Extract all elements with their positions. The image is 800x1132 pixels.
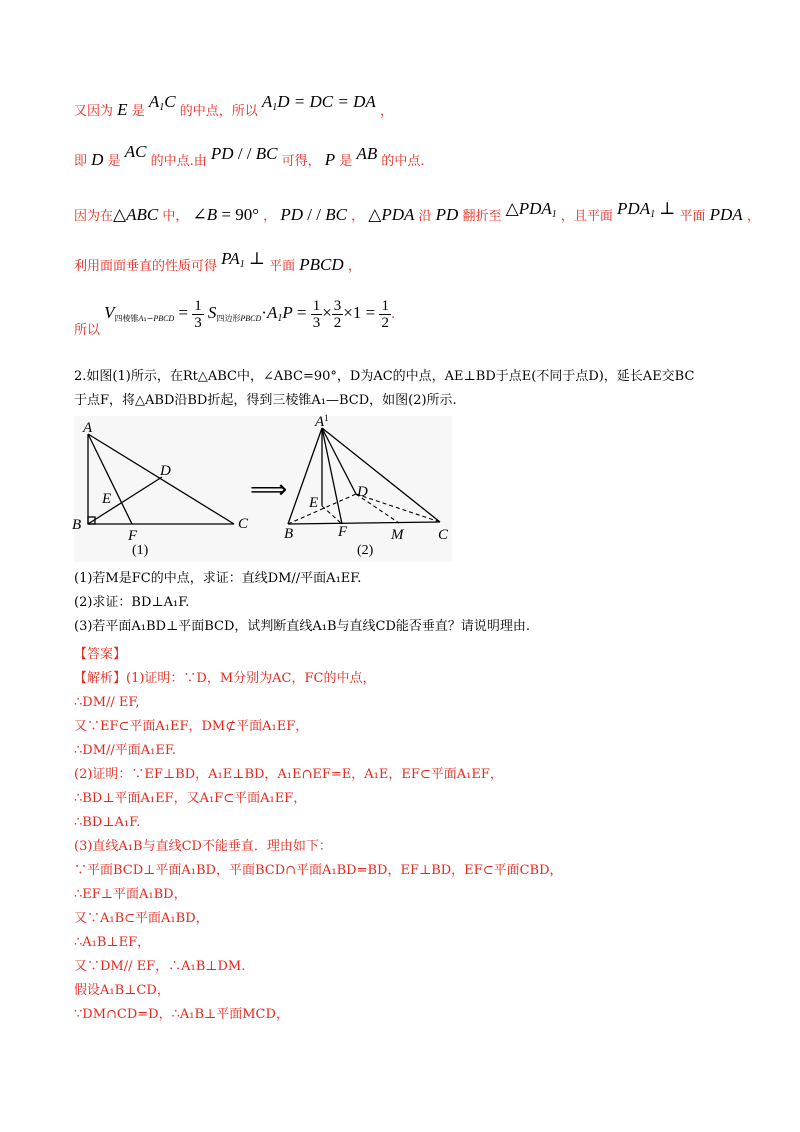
text: 平面: [269, 259, 296, 274]
text: 的中点.由: [150, 154, 207, 169]
caption-1: (1): [132, 543, 149, 558]
answer-line: (2)证明：∵EF⊥BD，A₁E⊥BD，A₁E∩EF=E，A₁E，EF⊂平面A₁EF，: [74, 767, 503, 782]
answer-line: ∵平面BCD⊥平面A₁BD，平面BCD∩平面A₁BD=BD，EF⊥BD，EF⊂平面CBD，: [74, 863, 563, 878]
question-part-2: (2)求证：BD⊥A₁F.: [74, 595, 190, 610]
label-a: A: [83, 420, 93, 436]
problem-line-2: 于点F，将△ABD沿BD折起，得到三棱锥A₁—BCD，如图(2)所示.: [74, 393, 457, 408]
solution-line-2: 即 D 是 AC 的中点.由 PD / / BC 可得， P 是 AB 的中点.: [74, 142, 425, 169]
text: 因为在: [74, 209, 114, 224]
answer-line: 【解析】(1)证明：∵D，M分别为AC，FC的中点，: [74, 671, 376, 686]
text: 利用面面垂直的性质可得: [74, 259, 218, 274]
answer-line: ∵DM∩CD=D，∴A₁B⊥平面MCD，: [74, 1007, 289, 1022]
answer-line: (3)直线A₁B与直线CD不能垂直．理由如下：: [74, 839, 332, 854]
arrow: ⟹: [250, 475, 288, 505]
answer-line: ∴EF⊥平面A₁BD，: [74, 887, 187, 902]
geometry-figure: [72, 413, 452, 562]
solution-line-1: 又因为 E 是 $A_1C$ 的中点，所以 $A_1D$ = DC = DA ，: [74, 92, 393, 119]
text: 沿: [418, 209, 432, 224]
figure-1-lines: [88, 434, 234, 524]
solution-line-3: 因为在△ABC 中， ∠B = 90° ， PD / / BC ， △PDA 沿 PD 翻折至 $\triangle PDA_1$ ，且平面 $PDA_1$ ⊥ 平面 PDA ，: [74, 199, 760, 224]
text: ，: [263, 209, 277, 224]
answer-line: 假设A₁B⊥CD，: [74, 983, 170, 998]
text: 是: [107, 154, 121, 169]
text: 是: [339, 154, 353, 169]
text: 平面: [679, 209, 706, 224]
label-b2: B: [284, 526, 294, 542]
figure-svg: [72, 413, 452, 562]
label-a1: $A^1$: [315, 413, 329, 430]
answer-heading: 【答案】: [74, 647, 127, 662]
answer-line: 又∵A₁B⊂平面A₁BD，: [74, 911, 209, 926]
label-c: C: [238, 516, 249, 532]
answer-line: ∴BD⊥平面A₁EF，又A₁F⊂平面A₁EF，: [74, 791, 307, 806]
text: 中，: [162, 209, 189, 224]
answer-line: ∴A₁B⊥EF，: [74, 935, 151, 950]
answer-line: 又∵DM// EF，∴A₁B⊥DM.: [74, 959, 246, 974]
label-m2: M: [391, 527, 404, 543]
label-b: B: [72, 517, 82, 533]
problem-line-1: 2.如图(1)所示，在Rt△ABC中，∠ABC=90°，D为AC的中点，AE⊥BD于点E(不同于点D)，延长AE交BC: [74, 369, 695, 384]
text: ，: [351, 209, 365, 224]
label-f: F: [128, 528, 138, 544]
solution-line-4: 利用面面垂直的性质可得 $PA_1$ ⊥ 平面 PBCD ，: [74, 249, 361, 274]
answer-line: 又∵EF⊂平面A₁EF，DM⊄平面A₁EF，: [74, 719, 309, 734]
answer-line: ∴DM// EF,: [74, 695, 140, 710]
text: ，: [347, 259, 361, 274]
label-c2: C: [438, 527, 449, 543]
caption-2: (2): [357, 543, 374, 558]
answer-line: ∴DM//平面A₁EF.: [74, 743, 176, 758]
label-f2: F: [338, 524, 348, 540]
label-e2: E: [309, 495, 319, 511]
text: 的中点，所以: [179, 104, 258, 119]
text: 所以: [74, 323, 101, 338]
text: ，: [379, 104, 393, 119]
solution-line-5: 所以 $V_{四棱锥A_1-PBCD}$ = $\frac{1}{3}$ $S_{四边形PBCD}\cdot A_1P$ = $\frac{1}{3}$ × $\frac{3}{2}$ ×1 = $\frac{1}{2}$ .: [74, 298, 396, 338]
text: 可得，: [281, 154, 321, 169]
label-d: D: [160, 463, 171, 479]
question-part-1: (1)若M是FC的中点，求证：直线DM//平面A₁EF.: [74, 571, 362, 586]
label-e: E: [102, 491, 112, 507]
question-part-3: (3)若平面A₁BD⊥平面BCD，试判断直线A₁B与直线CD能否垂直？请说明理由.: [74, 619, 531, 634]
text: 四棱锥: [114, 314, 139, 323]
text: 四边形: [216, 314, 241, 323]
text: 的中点.: [381, 154, 425, 169]
answer-line: ∴BD⊥A₁F.: [74, 815, 141, 830]
text: 即: [74, 154, 88, 169]
text: 又因为: [74, 104, 114, 119]
label-d2: D: [357, 484, 368, 500]
text: ，且平面: [560, 209, 613, 224]
text: .: [390, 307, 396, 322]
text: 翻折至: [462, 209, 502, 224]
text: 是: [131, 104, 145, 119]
text: ，: [746, 209, 760, 224]
